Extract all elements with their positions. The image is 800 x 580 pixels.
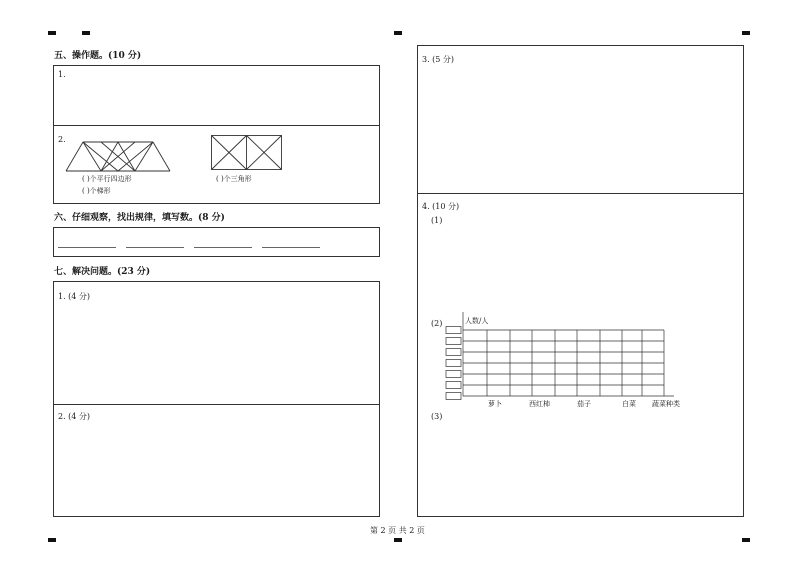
vegetable-bar-chart	[440, 312, 710, 412]
triangle-count-prompt: ( )个三角形	[216, 175, 252, 183]
pattern-blank-3[interactable]	[194, 247, 252, 248]
section7-q1-number: 1. (4 分)	[58, 292, 91, 301]
registration-mark-bottom-left	[48, 538, 56, 542]
section5-q1-answer-box[interactable]	[53, 65, 380, 126]
section7-q1-answer-box[interactable]	[53, 281, 380, 405]
chart-category-1: 萝卜	[488, 400, 502, 408]
right-q4-number: 4. (10 分)	[422, 202, 460, 211]
y-tick-blank-box[interactable]	[446, 371, 461, 378]
right-q3-answer-box[interactable]	[417, 45, 744, 194]
section5-title: 五、操作题。(10 分)	[54, 51, 142, 61]
pattern-blank-4[interactable]	[262, 247, 320, 248]
chart-category-4: 白菜	[622, 400, 636, 408]
registration-mark-top-center	[394, 31, 402, 35]
y-tick-blank-box[interactable]	[446, 349, 461, 356]
section6-answer-box	[53, 227, 380, 257]
trapezoid-figure	[66, 141, 176, 173]
section5-q1-number: 1.	[58, 70, 66, 79]
rectangle-triangles-figure	[211, 135, 283, 171]
q4-part1-label: (1)	[431, 216, 443, 225]
chart-y-axis-label: 人数/人	[465, 317, 489, 325]
section5-q2-answer-box[interactable]	[53, 125, 380, 204]
section7-q2-answer-box[interactable]	[53, 404, 380, 517]
section7-title: 七、解决问题。(23 分)	[54, 267, 151, 277]
y-tick-blank-box[interactable]	[446, 382, 461, 389]
section7-q2-number: 2. (4 分)	[58, 412, 91, 421]
registration-mark-top-left-1	[48, 31, 56, 35]
y-tick-blank-box[interactable]	[446, 327, 461, 334]
page-number-footer: 第 2 页 共 2 页	[370, 526, 425, 535]
chart-category-3: 茄子	[577, 400, 591, 408]
q4-part2-label: (2)	[431, 319, 443, 328]
q4-part3-label: (3)	[431, 412, 443, 421]
y-tick-blank-box[interactable]	[446, 393, 461, 400]
parallelogram-count-prompt: ( )个平行四边形	[82, 175, 132, 183]
registration-mark-bottom-right	[742, 538, 750, 542]
y-tick-blank-box[interactable]	[446, 360, 461, 367]
chart-category-2: 西红柿	[529, 400, 550, 408]
registration-mark-bottom-center	[394, 538, 402, 542]
pattern-blank-1[interactable]	[58, 247, 116, 248]
section6-title: 六、仔细观察，找出规律，填写数。(8 分)	[54, 213, 225, 223]
y-tick-blank-box[interactable]	[446, 338, 461, 345]
pattern-blank-2[interactable]	[126, 247, 184, 248]
chart-x-axis-label: 蔬菜种类	[652, 400, 680, 408]
section5-q2-number: 2.	[58, 135, 66, 144]
right-q3-number: 3. (5 分)	[422, 55, 455, 64]
registration-mark-top-left-2	[82, 31, 90, 35]
registration-mark-top-right	[742, 31, 750, 35]
trapezoid-count-prompt: ( )个梯形	[82, 187, 111, 195]
